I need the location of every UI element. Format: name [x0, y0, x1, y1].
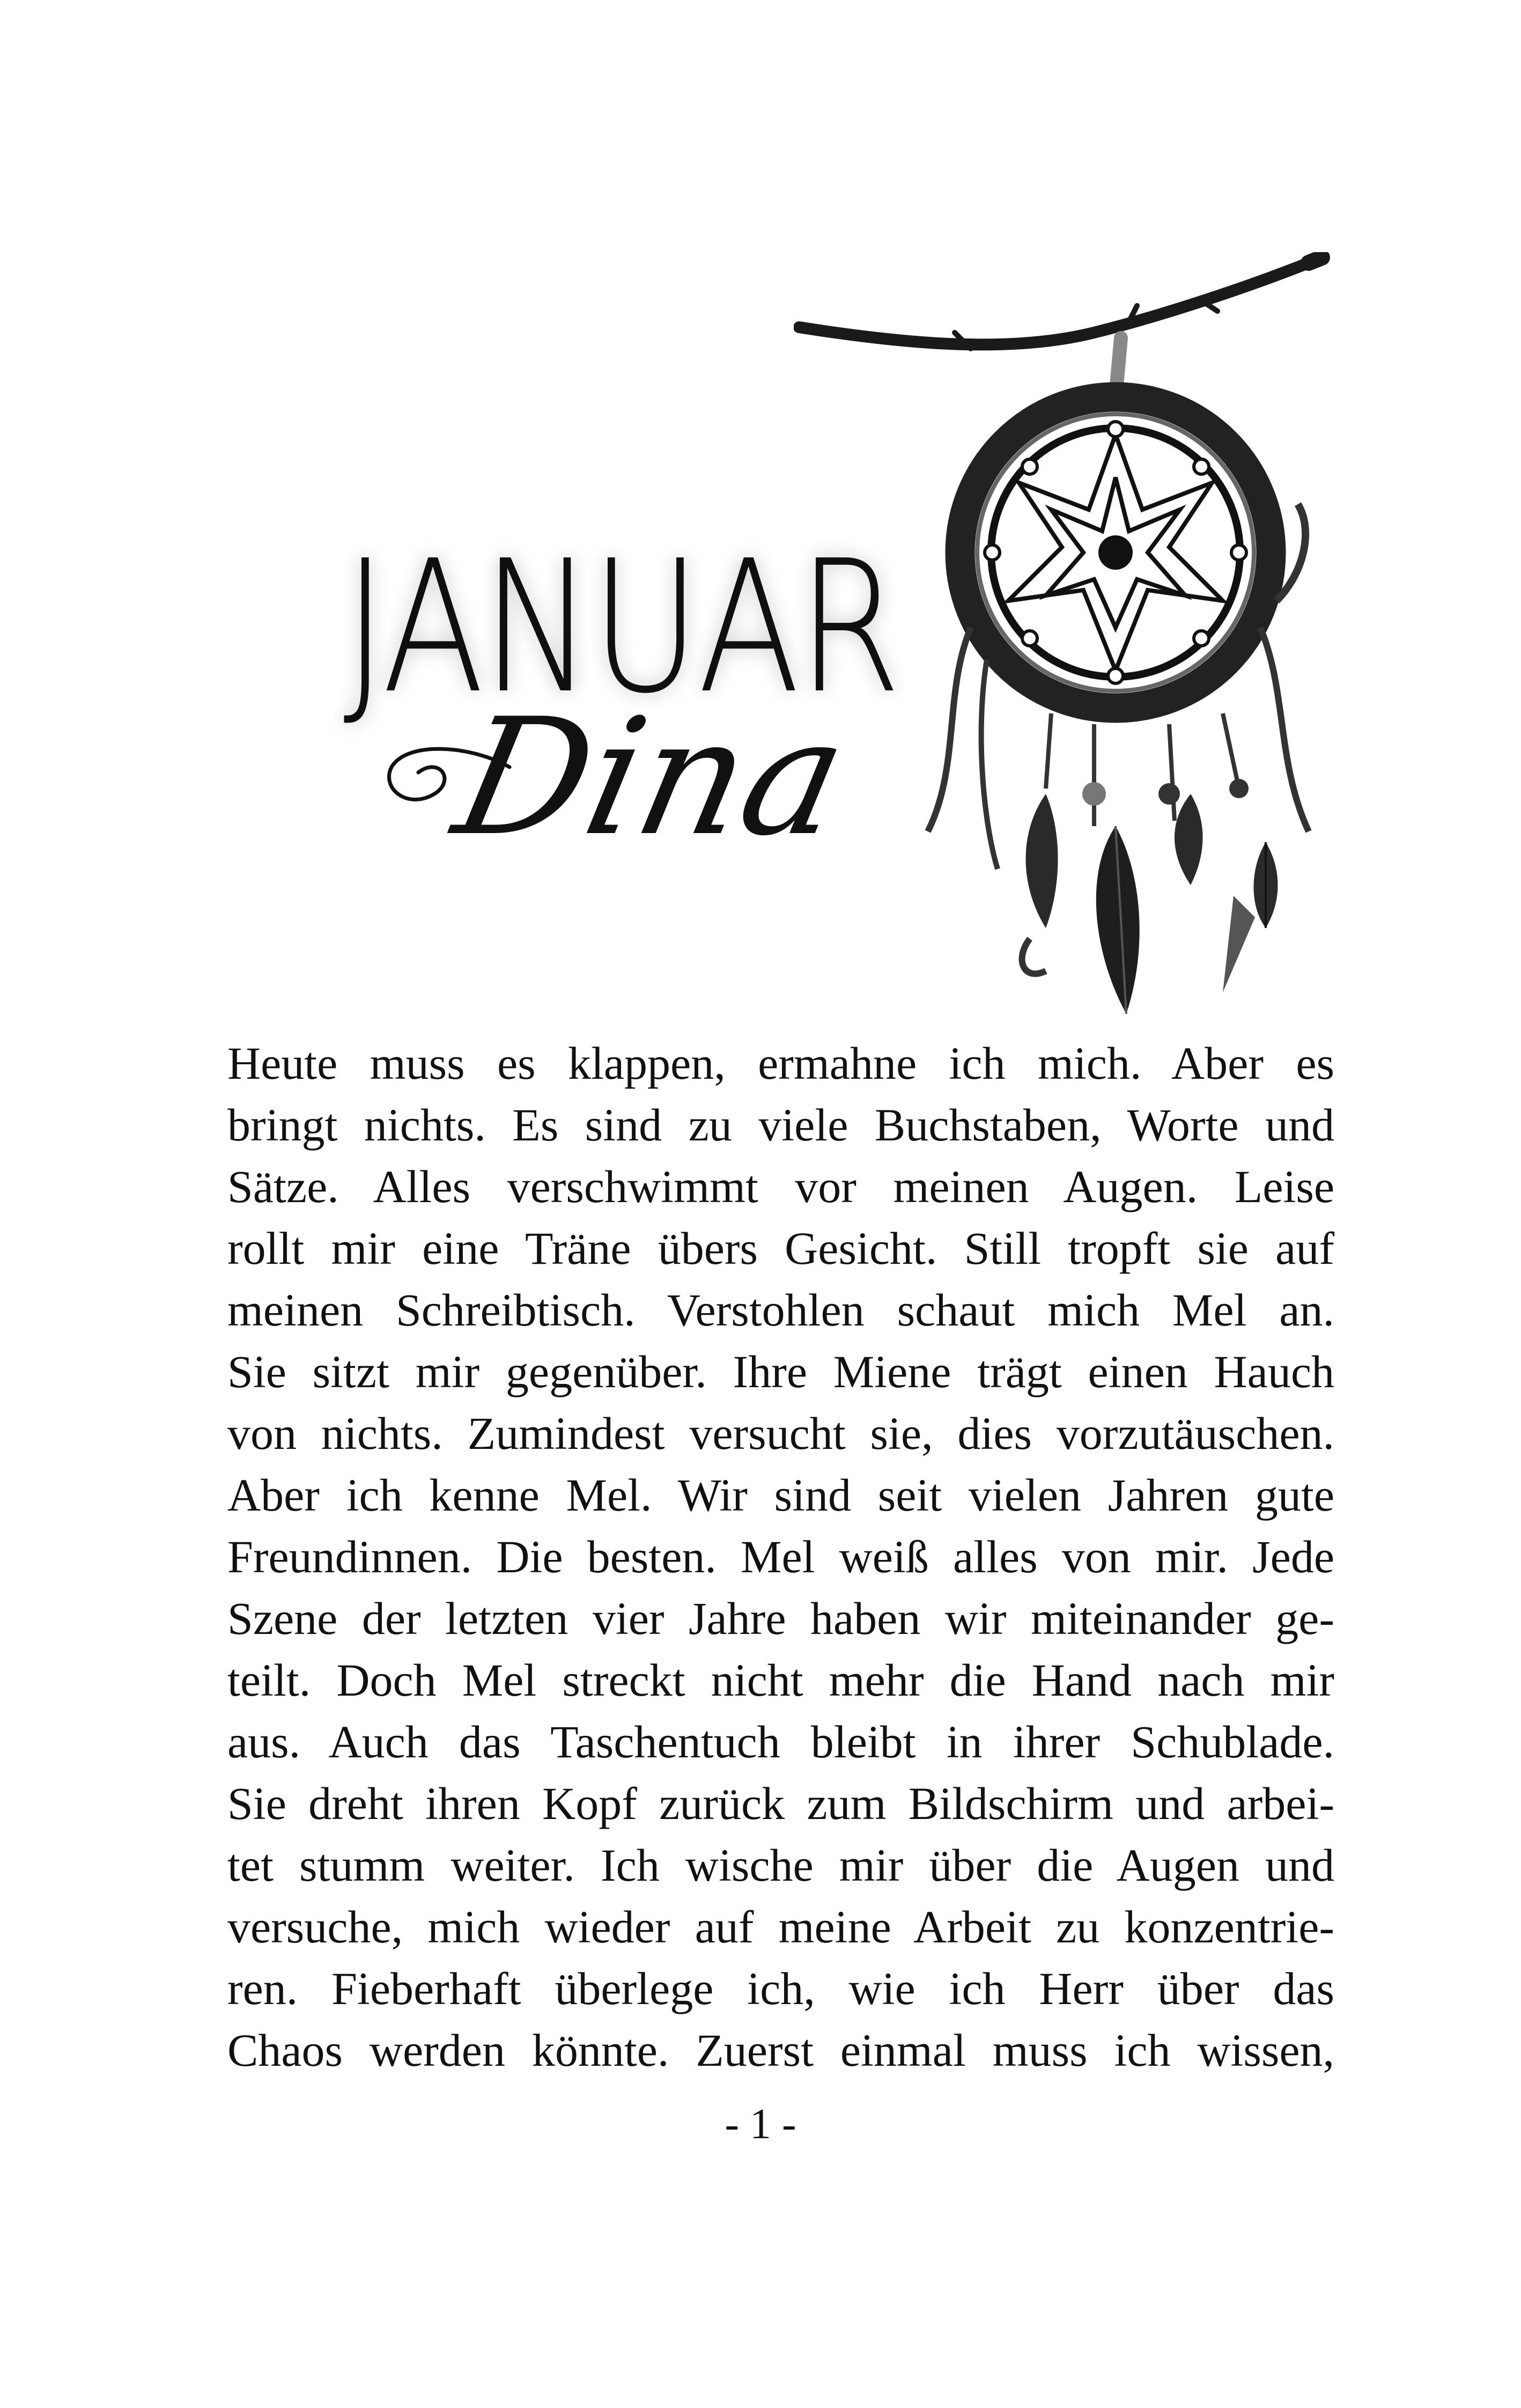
text-line: Heute muss es klappen, ermahne ich mich. Aber es [227, 1037, 1334, 1089]
text-line: Sätze. Alles verschwimmt vor meinen Augen. Leise [227, 1161, 1334, 1212]
chapter-subtitle: Dina [441, 684, 861, 871]
text-line: Szene der letzten vier Jahre haben wir miteinander ge- [227, 1593, 1334, 1644]
text-line: Sie sitzt mir gegenüber. Ihre Miene trägt einen Hauch [227, 1346, 1334, 1397]
dreamcatcher-icon [794, 252, 1330, 1067]
text-line: Aber ich kenne Mel. Wir sind seit vielen Jahren gute [227, 1469, 1334, 1521]
chapter-title: JANUAR [343, 521, 899, 734]
text-line: Freundinnen. Die besten. Mel weiß alles von mir. Jede [227, 1531, 1334, 1582]
text-line: aus. Auch das Taschentuch bleibt in ihrer Schublade. [227, 1716, 1334, 1768]
page-number: - 1 - [725, 2101, 796, 2148]
text-line: teilt. Doch Mel streckt nicht mehr die Hand nach mir [227, 1654, 1334, 1706]
text-line: von nichts. Zumindest versucht sie, dies vorzutäuschen. [227, 1408, 1334, 1459]
text-line: tet stumm weiter. Ich wische mir über die Augen und [227, 1839, 1334, 1891]
text-line: Chaos werden könnte. Zuerst einmal muss ich wissen, [227, 2024, 1334, 2076]
text-line: rollt mir eine Träne übers Gesicht. Still tropft sie auf [227, 1223, 1334, 1274]
text-line: meinen Schreibtisch. Verstohlen schaut mich Mel an. [227, 1284, 1334, 1336]
text-line: Sie dreht ihren Kopf zurück zum Bildschirm und arbei- [227, 1778, 1334, 1829]
text-line: ren. Fieberhaft überlege ich, wie ich Herr über das [227, 1963, 1334, 2014]
text-line: versuche, mich wieder auf meine Arbeit zu konzentrie- [227, 1901, 1334, 1953]
body-text [227, 1033, 1334, 2081]
text-line: bringt nichts. Es sind zu viele Buchstaben, Worte und [227, 1099, 1334, 1151]
